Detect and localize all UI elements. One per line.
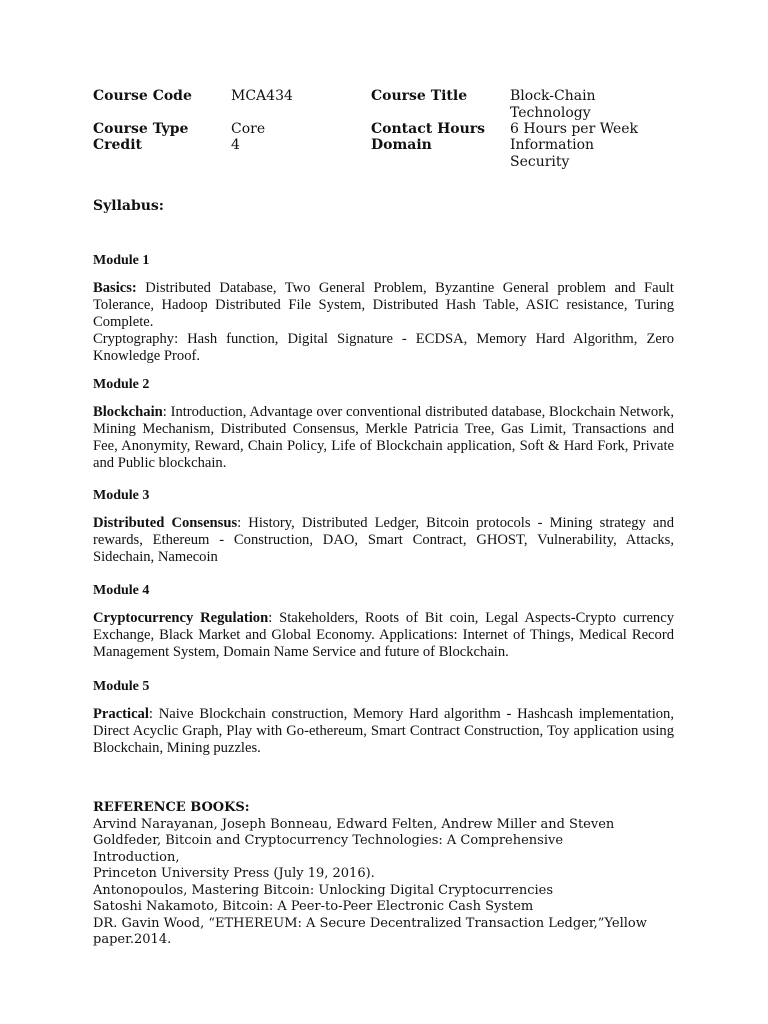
module-3-lead: Distributed Consensus	[93, 515, 238, 531]
credit-value: 4	[231, 137, 240, 153]
module-1-title: Module 1	[93, 253, 150, 268]
module-1-text2: Cryptography: Hash function, Digital Signature - ECDSA, Memory Hard Algorithm, Zero Knowledge Proof.	[93, 331, 674, 364]
course-code-label: Course Code	[93, 88, 192, 104]
course-title-value-line2: Technology	[510, 104, 591, 121]
contact-hours-label: Contact Hours	[371, 121, 486, 137]
reference-books-heading: REFERENCE BOOKS:	[93, 800, 250, 815]
module-5-lead: Practical	[93, 706, 149, 722]
module-5-text: : Naive Blockchain construction, Memory Hard algorithm - Hashcash implementation, Direct Acyclic Graph, Play with Go-ethereum, Smart Contract Construction, Toy application using Blockchain, Mining puzzles.	[93, 706, 674, 756]
module-3-title: Module 3	[93, 488, 150, 503]
reference-line: Princeton University Press (July 19, 2016).	[93, 866, 375, 881]
credit-label: Credit	[93, 137, 142, 153]
module-3-text: : History, Distributed Ledger, Bitcoin protocols - Mining strategy and rewards, Ethereum - Construction, DAO, Smart Contract, GHOST, Vulnerability, Attacks, Sidechain, Namecoin	[93, 515, 675, 565]
module-1-lead: Basics:	[93, 280, 137, 296]
course-type-label: Course Type	[93, 121, 189, 137]
module-2-text: : Introduction, Advantage over conventional distributed database, Blockchain Network, Mining Mechanism, Distributed Consensus, Merkle Patricia Tree, Gas Limit, Transactions and Fee, Anonymity, Reward, Chain Policy, Life of Blockchain application, Soft & Hard Fork, Private and Public blockchain.	[93, 404, 674, 471]
module-1-text: Distributed Database, Two General Problem, Byzantine General problem and Fault Tolerance, Hadoop Distributed File System, Distributed Hash Table, ASIC resistance, Turing Complete.	[93, 280, 674, 330]
module-5-title: Module 5	[93, 679, 150, 694]
module-4-body	[93, 610, 674, 661]
module-3-body	[93, 515, 674, 566]
course-type-value: Core	[231, 121, 266, 137]
course-code-value: MCA434	[231, 88, 293, 104]
module-1-body	[93, 280, 674, 365]
course-title-value	[510, 88, 596, 121]
reference-line: Goldfeder, Bitcoin and Cryptocurrency Technologies: A Comprehensive Introduction,	[93, 833, 564, 865]
reference-books	[93, 800, 653, 949]
reference-line: paper.2014.	[93, 932, 172, 947]
reference-line: Antonopoulos, Mastering Bitcoin: Unlocking Digital Cryptocurrencies	[93, 882, 553, 898]
domain-label: Domain	[371, 137, 432, 153]
reference-line: DR. Gavin Wood, “ETHEREUM: A Secure Decentralized Transaction Ledger,”Yellow	[93, 915, 647, 931]
course-title-label: Course Title	[371, 88, 468, 104]
domain-value-line2: Security	[510, 153, 570, 170]
module-2-title: Module 2	[93, 377, 150, 392]
module-4-title: Module 4	[93, 583, 150, 598]
domain-value	[510, 137, 594, 170]
reference-line: Satoshi Nakamoto, Bitcoin: A Peer-to-Peer Electronic Cash System	[93, 899, 534, 914]
syllabus-heading: Syllabus:	[93, 198, 164, 214]
module-4-text: : Stakeholders, Roots of Bit coin, Legal Aspects-Crypto currency Exchange, Black Market and Global Economy. Applications: Internet of Things, Medical Record Management System, Domain Name Service and future of Blockchain.	[93, 610, 674, 660]
module-2-lead: Blockchain	[93, 404, 163, 420]
module-4-lead: Cryptocurrency Regulation	[93, 610, 269, 626]
module-5-body	[93, 706, 674, 757]
domain-value-line1: Information	[510, 137, 595, 153]
module-2-body	[93, 404, 674, 472]
reference-line: Arvind Narayanan, Joseph Bonneau, Edward Felten, Andrew Miller and Steven	[93, 816, 615, 832]
course-title-value-line1: Block-Chain	[510, 88, 596, 104]
contact-hours-value: 6 Hours per Week	[510, 121, 639, 137]
